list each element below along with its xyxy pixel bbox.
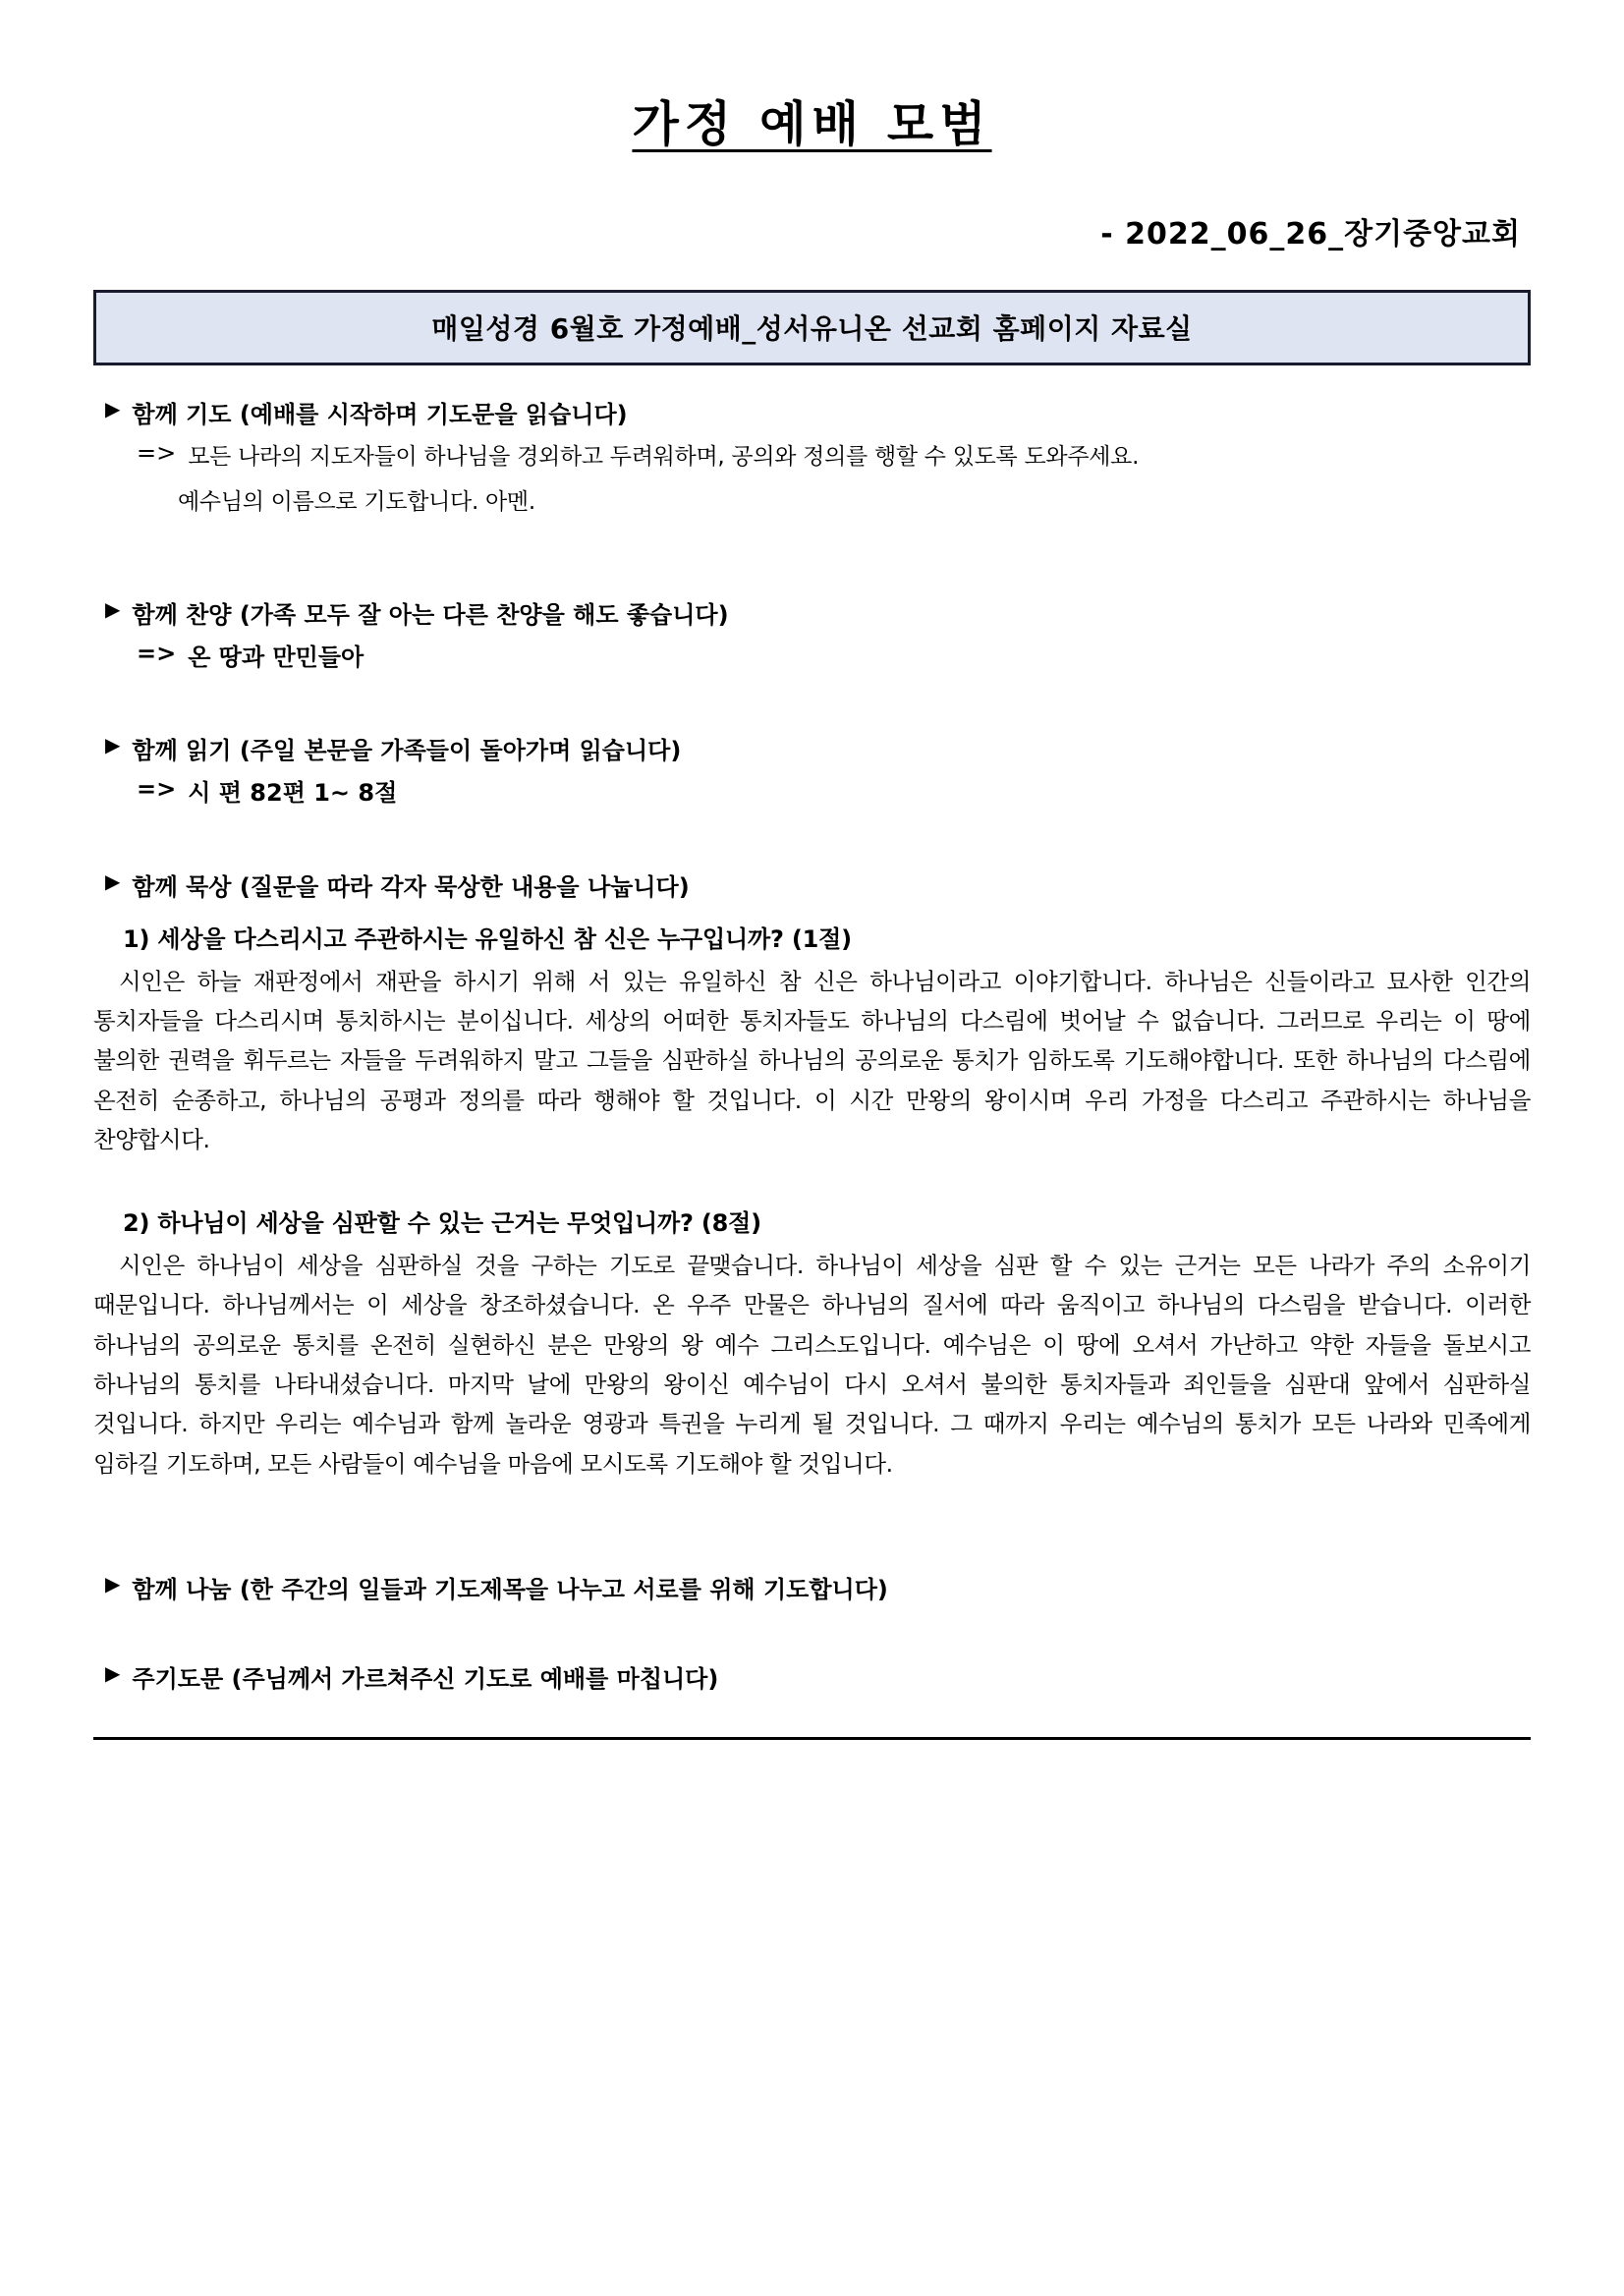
section-heading-label: 함께 묵상 (질문을 따라 각자 묵상한 내용을 나눕니다)	[132, 872, 690, 901]
praise-song-text: 온 땅과 만민들아	[188, 644, 364, 672]
prayer-line-2-text: 예수님의 이름으로 기도합니다. 아멘.	[178, 489, 535, 516]
question-1-heading: 1) 세상을 다스리시고 주관하시는 유일하신 참 신은 누구입니까? (1절)	[123, 924, 852, 953]
prayer-line-1-text: 모든 나라의 지도자들이 하나님을 경외하고 두려워하며, 공의와 정의를 행할 수 있도록 도와주세요.	[188, 443, 1140, 470]
arrow-glyph-icon: =>	[137, 438, 177, 467]
document-date-church: - 2022_06_26_장기중앙교회	[1100, 216, 1521, 252]
bullet-triangle-icon: ▶	[105, 1572, 121, 1596]
footer-divider	[93, 1737, 1531, 1740]
bullet-triangle-icon: ▶	[105, 597, 121, 622]
question-2-heading: 2) 하나님이 세상을 심판할 수 있는 근거는 무엇입니까? (8절)	[123, 1208, 761, 1237]
question-2-body: 시인은 하나님이 세상을 심판하실 것을 구하는 기도로 끝맺습니다. 하나님이 세상을 심판 할 수 있는 근거는 모든 나라가 주의 소유이기 때문입니다. 하나님께서는 이 세상을 창조하셨습니다. 온 우주 만물은 하나님의 질서에 따라 움직이고 하나님의 다스림을 받습니다. 이러한 하나님의 공의로운 통치를 온전히 실현하신 분은 만왕의 왕 예수 그리스도입니다. 예수님은 이 땅에 오셔서 가난하고 약한 자들을 돌보시고 하나님의 통치를 나타내셨습니다. 마지막 날에 만왕의 왕이신 예수님이 다시 오셔서 불의한 통치자들과 죄인들을 심판대 앞에서 심판하실 것입니다. 하지만 우리는 예수님과 함께 놀라운 영광과 특권을 누리게 될 것입니다. 그 때까지 우리는 예수님의 통치가 모든 나라와 민족에게 임하길 기도하며, 모든 사람들이 예수님을 마음에 모시도록 기도해야 할 것입니다.	[93, 1251, 1531, 1478]
question-1-body: 시인은 하늘 재판정에서 재판을 하시기 위해 서 있는 유일하신 참 신은 하나님이라고 이야기합니다. 하나님은 신들이라고 묘사한 인간의 통치자들을 다스리시며 통치하시는 분이십니다. 세상의 어떠한 통치자들도 하나님의 다스림에 벗어날 수 없습니다. 그러므로 우리는 이 땅에 불의한 권력을 휘두르는 자들을 두려워하지 말고 그들을 심판하실 하나님의 공의로운 통치가 임하도록 기도해야합니다. 또한 하나님의 다스림에 온전히 순종하고, 하나님의 공평과 정의를 따라 행해야 할 것입니다. 이 시간 만왕의 왕이시며 우리 가정을 다스리고 주관하시는 하나님을 찬양합시다.	[93, 967, 1531, 1154]
section-heading	[105, 395, 1531, 429]
section-heading	[105, 1570, 1531, 1604]
section-meditation	[93, 868, 1531, 1484]
section-heading-label: 함께 찬양 (가족 모두 잘 아는 다른 찬양을 해도 좋습니다)	[132, 601, 729, 630]
section-heading-label: 주기도문 (주님께서 가르쳐주신 기도로 예배를 마칩니다)	[132, 1665, 719, 1694]
section-sharing	[93, 1570, 1531, 1604]
section-reading	[93, 731, 1531, 812]
prayer-text-line-2	[178, 484, 1531, 521]
page-title: 가정 예배 모범	[632, 96, 992, 152]
arrow-glyph-icon: =>	[137, 775, 177, 804]
bullet-triangle-icon: ▶	[105, 868, 121, 893]
section-heading-label: 함께 나눔 (한 주간의 일들과 기도제목을 나누고 서로를 위해 기도합니다)	[132, 1576, 888, 1604]
bullet-triangle-icon: ▶	[105, 733, 121, 757]
bullet-triangle-icon: ▶	[105, 1661, 121, 1686]
section-heading	[105, 868, 1531, 902]
section-lords-prayer	[93, 1659, 1531, 1694]
section-praise	[93, 595, 1531, 676]
section-heading-label: 함께 읽기 (주일 본문을 가족들이 돌아가며 읽습니다)	[132, 737, 682, 765]
section-heading-label: 함께 기도 (예배를 시작하며 기도문을 읽습니다)	[132, 400, 628, 428]
arrow-glyph-icon: =>	[137, 640, 177, 668]
praise-song-line	[137, 640, 1531, 676]
section-heading	[105, 1659, 1531, 1694]
source-banner: 매일성경 6월호 가정예배_성서유니온 선교회 홈페이지 자료실	[93, 290, 1531, 365]
prayer-text-line-1	[137, 439, 1531, 476]
section-heading	[105, 595, 1531, 630]
reading-passage-line	[137, 775, 1531, 812]
section-heading	[105, 731, 1531, 765]
section-prayer	[93, 395, 1531, 522]
bullet-triangle-icon: ▶	[105, 396, 121, 420]
reading-passage-text: 시 편 82편 1~ 8절	[188, 779, 398, 808]
